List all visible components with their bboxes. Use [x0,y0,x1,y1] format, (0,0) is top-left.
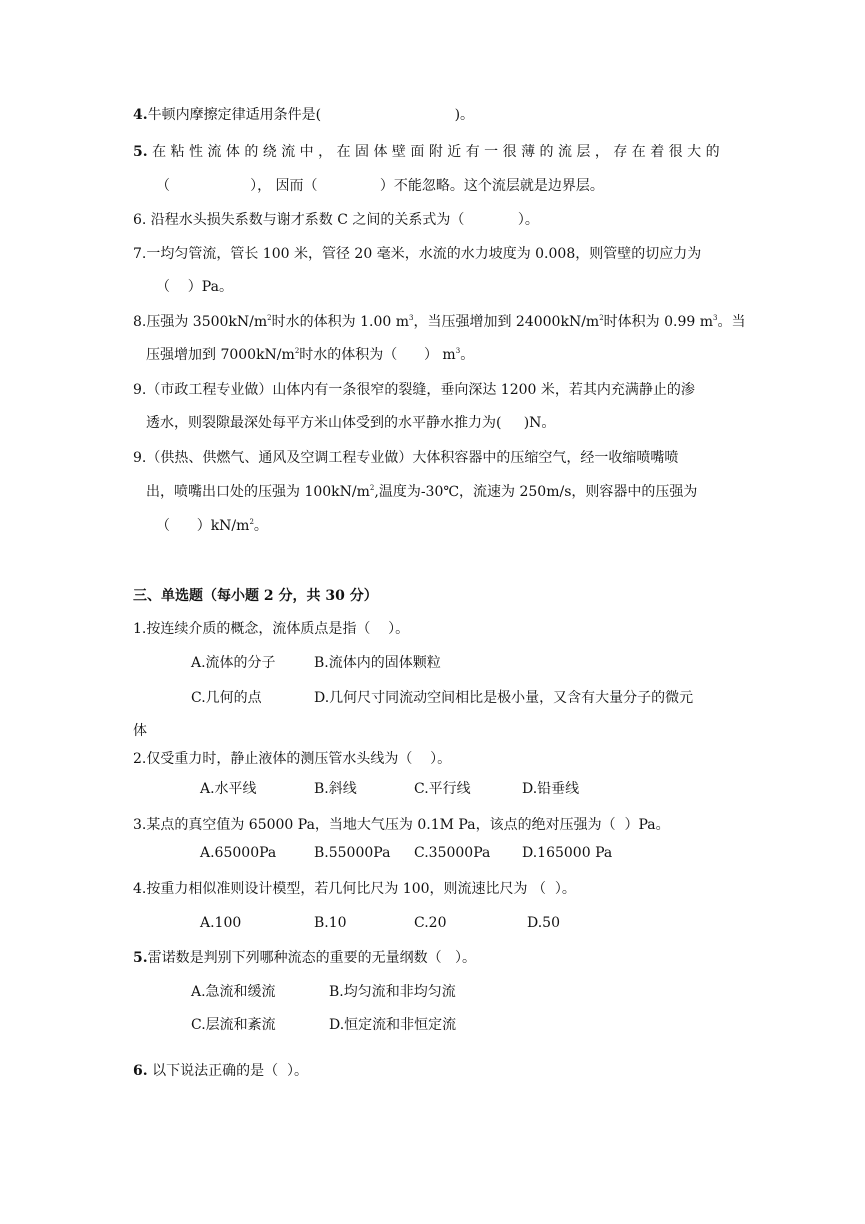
text-segment: 。 [253,518,268,534]
question-9b-line-3 [156,516,268,536]
option-c: C.35000Pa [414,845,491,861]
question-4-fill [133,105,474,125]
text-segment: 时水的体积为 1.00 m [271,314,409,330]
option-d: D.铅垂线 [522,781,580,797]
question-7-line-1: 7.一均匀管流，管长 100 米，管径 20 毫米，水流的水力坡度为 0.008，则管壁的切应力为 [133,246,702,262]
question-number: 4. [133,107,148,123]
superscript: 3 [713,314,718,322]
question-8-line-2 [146,345,474,365]
option-a: A.水平线 [200,781,257,797]
question-8-line-1 [133,312,745,332]
superscript: 2 [369,484,375,492]
option-b: B.斜线 [314,781,357,797]
option-d: D.50 [527,915,560,931]
option-c: C.平行线 [414,781,471,797]
question-text: 在 粘 性 流 体 的 绕 流 中 ， 在 固 体 壁 面 附 近 有 一 很 薄 的 流 层 ， 存 在 着 很 大 的 [147,144,720,160]
mc-question-5-stem [133,948,476,968]
option-b: B.55000Pa [314,845,391,861]
question-text: 雷诺数是判别下列哪种流态的重要的无量纲数（ ）。 [147,950,476,966]
question-6-fill: 6. 沿程水头损失系数与谢才系数 C 之间的关系式为（ ）。 [133,212,539,228]
option-d: D.恒定流和非恒定流 [329,1017,457,1033]
option-a: A.100 [200,915,242,931]
option-c: C.20 [414,915,447,931]
mc-question-4-stem: 4.按重力相似准则设计模型，若几何比尺为 100，则流速比尺为 （ ）。 [133,881,576,897]
mc-question-3-stem: 3.某点的真空值为 65000 Pa，当地大气压为 0.1M Pa，该点的绝对压强为（ ）Pa。 [133,817,670,833]
mc-question-2-stem: 2.仅受重力时，静止液体的测压管水头线为（ ）。 [133,751,452,767]
option-d-continuation: 体 [133,723,147,739]
question-9a-line-1: 9.（市政工程专业做）山体内有一条很窄的裂缝，垂向深达 1200 米，若其内充满静止的渗 [133,382,695,398]
question-9b-line-1: 9.（供热、供燃气、通风及空调工程专业做）大体积容器中的压缩空气，经一收缩喷嘴喷 [133,450,679,466]
superscript: 2 [294,347,300,355]
question-9b-line-2 [146,482,697,502]
question-5-line-1 [133,142,720,162]
superscript: 2 [599,314,604,322]
text-segment: 8.压强为 3500kN/m [133,314,268,330]
option-a: A.65000Pa [200,845,277,861]
option-d: D.几何尺寸同流动空间相比是极小量，又含有大量分子的微元 [314,690,694,706]
text-segment: 压强增加到 7000kN/m [146,347,295,363]
option-b: B.10 [314,915,347,931]
section-heading: 三、单选题（每小题 2 分，共 30 分） [133,588,378,604]
text-segment: （ ）kN/m [156,518,250,534]
text-segment: 时水的体积为（ ） m [299,347,456,363]
question-number: 6. [133,1063,148,1079]
text-segment: 出，喷嘴出口处的压强为 100kN/m [146,484,370,500]
option-a: A.流体的分子 [191,655,276,671]
question-5-line-2: （ ）， 因而（ ）不能忽略。这个流层就是边界层。 [156,178,604,194]
mc-question-6-stem [133,1061,308,1081]
text-segment: 。当 [717,314,746,330]
superscript: 2 [267,314,272,322]
option-d: D.165000 Pa [522,845,613,861]
superscript: 3 [455,347,461,355]
text-segment: 时体积为 0.99 m [603,314,714,330]
option-b: B.均匀流和非均匀流 [329,984,456,1000]
text-segment: ，当压强增加到 24000kN/m [413,314,600,330]
question-number: 5. [133,144,148,160]
text-segment: 。 [460,347,475,363]
mc-question-1-stem: 1.按连续介质的概念，流体质点是指（ ）。 [133,621,410,637]
option-c: C.几何的点 [191,690,262,706]
question-7-line-2: （ ）Pa。 [156,279,233,295]
superscript: 2 [249,518,254,526]
question-number: 5. [133,950,148,966]
question-text: 以下说法正确的是（ ）。 [147,1063,308,1079]
superscript: 3 [409,314,414,322]
question-9a-line-2: 透水，则裂隙最深处每平方米山体受到的水平静水推力为( )N。 [146,415,556,431]
option-a: A.急流和缓流 [191,984,276,1000]
text-segment: ,温度为-30℃，流速为 250m/s，则容器中的压强为 [374,484,698,500]
option-c: C.层流和紊流 [191,1017,276,1033]
option-b: B.流体内的固体颗粒 [314,655,441,671]
question-text: 牛顿内摩擦定律适用条件是( )。 [147,107,475,123]
